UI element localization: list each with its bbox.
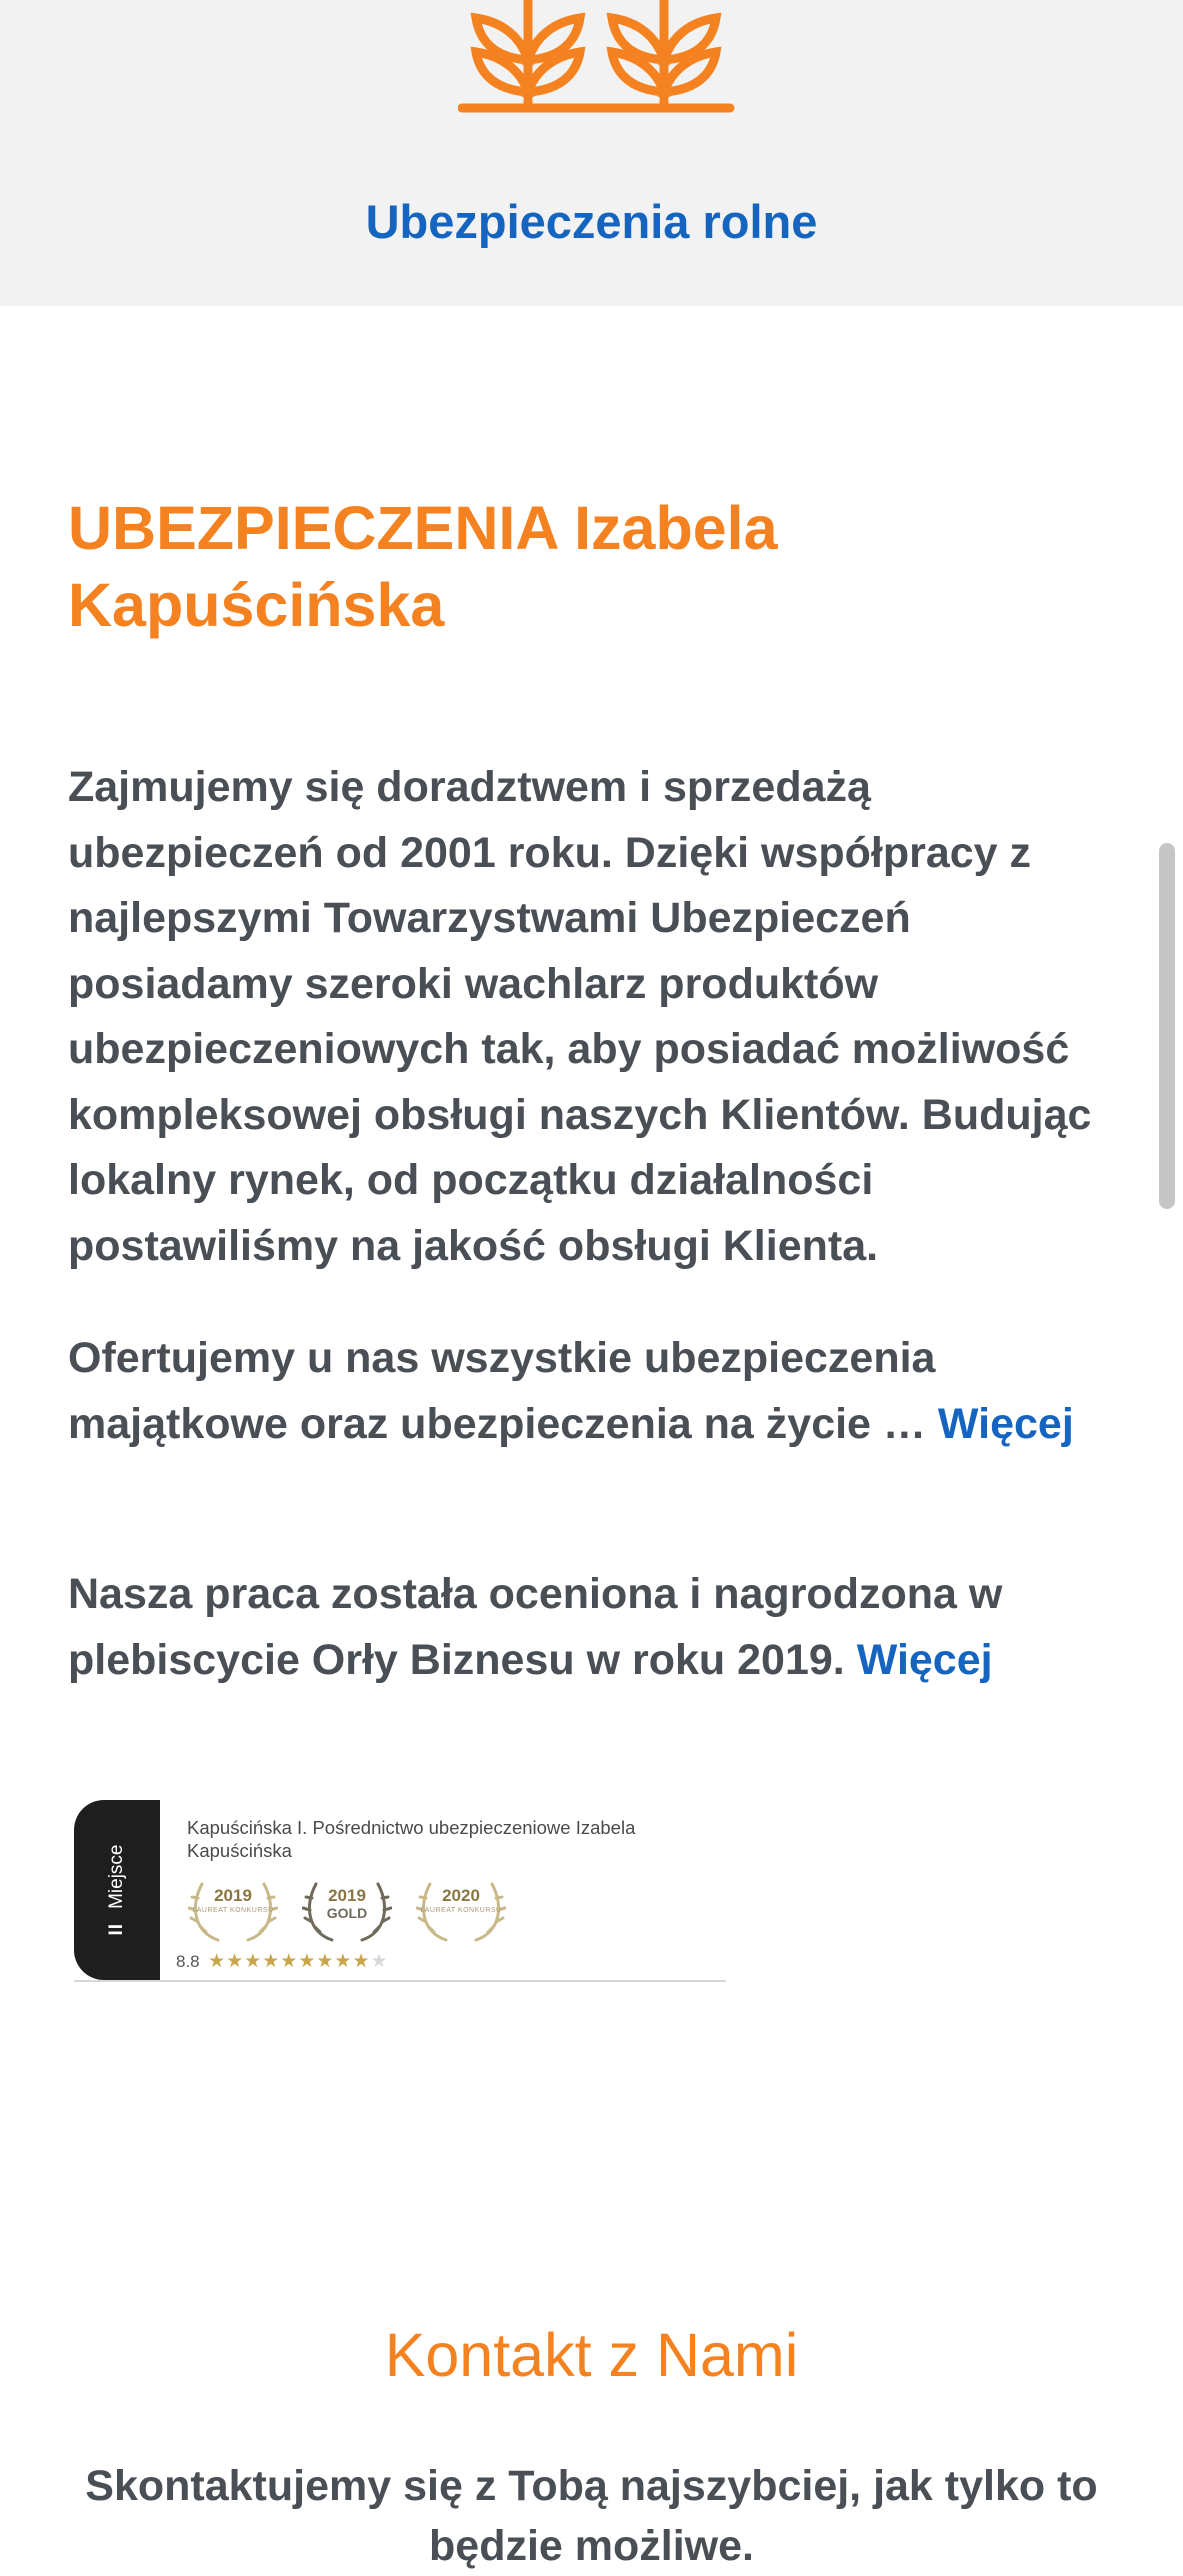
award-text: Nasza praca została oceniona i nagrodzona w plebiscycie Orły Biznesu w roku 2019. <box>68 1570 1003 1684</box>
agricultural-insurance-link[interactable]: Ubezpieczenia rolne <box>365 195 818 248</box>
laurel-award-3 <box>416 1878 506 1944</box>
award-year: 2019 <box>328 1886 366 1905</box>
company-title: UBEZPIECZENIA Izabela Kapuścińska <box>68 494 778 639</box>
star-icon: ★ <box>262 1951 280 1972</box>
award-badge[interactable] <box>74 1800 726 1982</box>
star-icon: ★ <box>316 1951 334 1972</box>
laurel-award-2 <box>302 1878 392 1944</box>
offer-category-section <box>0 0 1183 306</box>
star-icon: ★ <box>370 1951 388 1972</box>
offer-text: Ofertujemy u nas wszystkie ubezpieczenia majątkowe oraz ubezpieczenia na życie … <box>68 1334 936 1448</box>
star-icon: ★ <box>334 1951 352 1972</box>
badge-place-tab <box>74 1800 160 1980</box>
award-subtitle: GOLD <box>326 1905 368 1921</box>
badge-rating <box>176 1950 389 1974</box>
award-year: 2020 <box>442 1886 480 1905</box>
award-more-link[interactable]: Więcej <box>856 1635 993 1684</box>
wheat-icon <box>458 0 738 116</box>
laurel-award-1 <box>188 1878 278 1944</box>
offer-paragraph <box>68 1326 1128 1457</box>
badge-company-name: Kapuścińska I. Pośrednictwo ubezpieczeniowe Izabela Kapuścińska <box>187 1817 636 1861</box>
award-subtitle: LAUREAT KONKURSU <box>192 1907 274 1914</box>
star-icon: ★ <box>280 1951 298 1972</box>
star-icon: ★ <box>208 1951 226 1972</box>
badge-place-number: II <box>106 1922 127 1936</box>
rating-stars <box>208 1950 388 1973</box>
offer-more-link[interactable]: Więcej <box>937 1399 1074 1448</box>
about-paragraph: Zajmujemy się doradztwem i sprzedażą ubezpieczeń od 2001 roku. Dzięki współpracy z najlepszymi Towarzystwami Ubezpieczeń posiadamy szeroki wachlarz produktów ubezpieczeniowych tak, aby posiadać możliwość kompleksowej obsługi naszych Klientów. Budując lokalny rynek, od początku działalności postawiliśmy na jakość obsługi Klienta. <box>68 763 1092 1270</box>
award-paragraph <box>68 1562 1128 1693</box>
star-icon: ★ <box>226 1951 244 1972</box>
badge-place-label: Miejsce <box>106 1844 127 1909</box>
contact-text: Skontaktujemy się z Tobą najszybciej, jak tylko to będzie możliwe. <box>85 2462 1098 2570</box>
star-icon: ★ <box>244 1951 262 1972</box>
award-year: 2019 <box>214 1886 252 1905</box>
contact-title: Kontakt z Nami <box>384 2321 799 2389</box>
star-icon: ★ <box>298 1951 316 1972</box>
rating-score: 8.8 <box>176 1951 200 1971</box>
star-icon: ★ <box>352 1951 370 1972</box>
scrollbar-thumb[interactable] <box>1159 843 1175 1209</box>
award-subtitle: LAUREAT KONKURSU <box>420 1907 502 1914</box>
